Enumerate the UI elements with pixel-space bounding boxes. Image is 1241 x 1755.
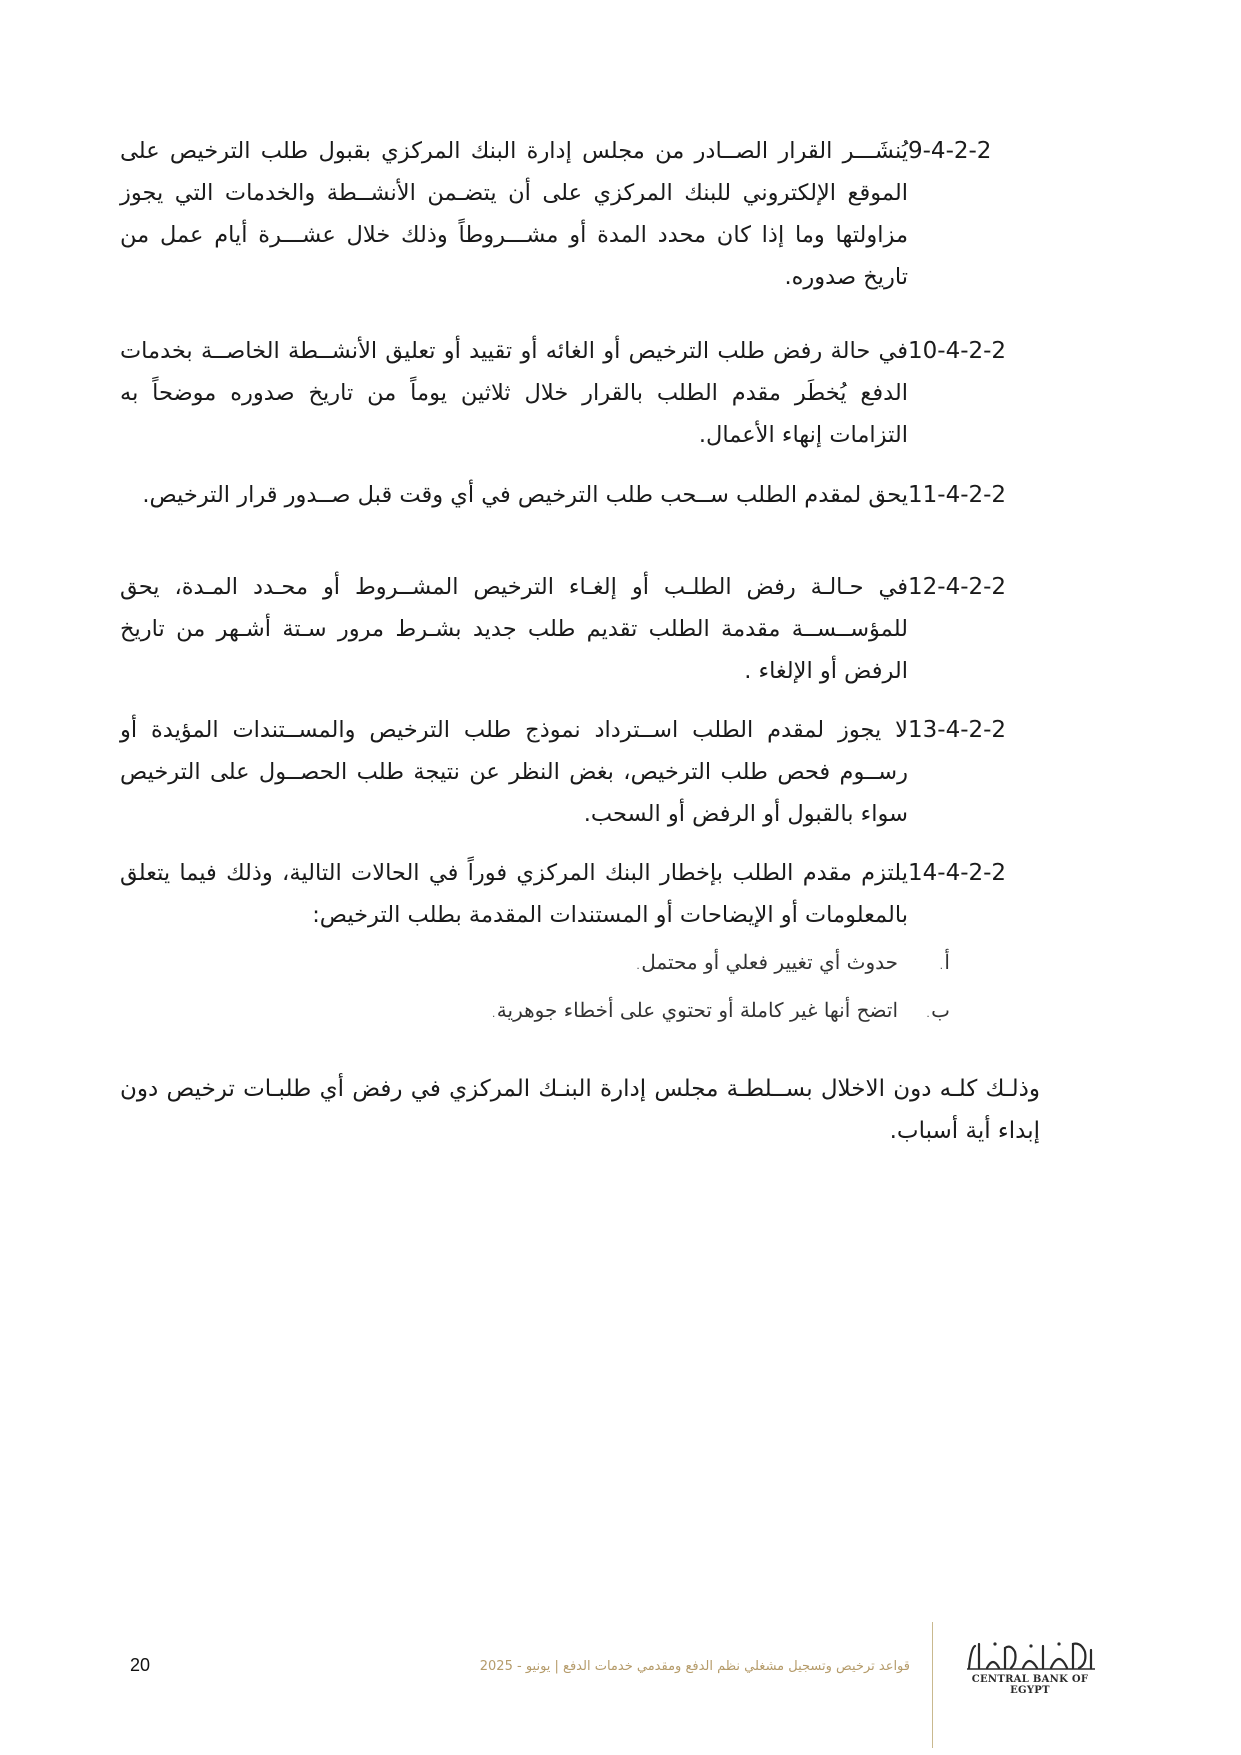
clause-13 (120, 709, 1014, 835)
clause-text: في حـالـة رفض الطلـب أو إلغـاء الترخيص المشــروط أو محـدد المـدة، يحق للمؤســســة مقدمة الطلب تقديم طلب جديد بشـرط مرور سـتة أشـهر من تاريخ الرفض أو الإلغاء . (120, 574, 908, 684)
clause-text: في حالة رفض طلب الترخيص أو الغائه أو تقييد أو تعليق الأنشــطة الخاصــة بخدمات الدفع يُخطَر مقدم الطلب بالقرار خلال ثلاثين يوماً من تاريخ صدوره موضحاً به التزامات إنهاء الأعمال. (120, 338, 908, 448)
footer-divider (932, 1622, 933, 1748)
sub-item-text: حدوث أي تغيير فعلي أو محتمل. (634, 950, 898, 974)
logo-english-text: CENTRAL BANK OF EGYPT (971, 1674, 1089, 1696)
clause-number: 12-4-2-2 (908, 574, 1007, 600)
clause-number: 14-4-2-2 (908, 860, 1007, 886)
sub-item-marker: ب. (924, 998, 950, 1022)
sub-item-text: اتضح أنها غير كاملة أو تحتوي على أخطاء جوهرية. (490, 998, 898, 1022)
closing-paragraph: وذلـك كلـه دون الاخلال بســلطـة مجلس إدارة البنـك المركزي في رفض أي طلبـات ترخيص دون إبداء أية أسباب. (120, 1076, 1040, 1144)
clause-text: يلتزم مقدم الطلب بإخطار البنك المركزي فوراً في الحالات التالية، وذلك فيما يتعلق بالمعلومات أو الإيضاحات أو المستندات المقدمة بطلب الترخيص: (120, 860, 908, 928)
clause-number: 11-4-2-2 (908, 482, 1007, 508)
clause-text: يُنشَـــر القرار الصــادر من مجلس إدارة البنك المركزي بقبول طلب الترخيص على الموقع الإلكتروني للبنك المركزي على أن يتضـمن الأنشــطة والخدمات التي يجوز مزاولتها وما إذا كان محدد المدة أو مشـــروطاً وذلك خلال عشـــرة أيام عمل من تاريخ صدوره. (120, 138, 908, 290)
clause-number: 13-4-2-2 (908, 717, 1007, 743)
sub-item-marker: أ. (938, 950, 950, 974)
clause-12 (120, 566, 1014, 692)
cbe-logo (955, 1638, 1105, 1698)
clause-11 (120, 474, 1014, 516)
clause-number: 10-4-2-2 (908, 338, 1007, 364)
sub-item-a (300, 945, 950, 979)
clause-number: 9-4-2-2 (908, 138, 992, 164)
footer-caption: قواعد ترخيص وتسجيل مشغلي نظم الدفع ومقدمي خدمات الدفع | يونيو - 2025 (479, 1659, 910, 1674)
clause-14 (120, 852, 1014, 936)
page-number: 20 (130, 1655, 151, 1675)
clause-text: لا يجوز لمقدم الطلب اســترداد نموذج طلب الترخيص والمســتندات المؤيدة أو رســوم فحص طلب الترخيص، بغض النظر عن نتيجة طلب الحصــول على الترخيص سواء بالقبول أو الرفض أو السحب. (120, 717, 908, 827)
sub-item-b (300, 993, 950, 1027)
cbe-calligraphy-logo-icon (955, 1638, 1105, 1672)
clause-10 (120, 330, 1014, 456)
clause-9 (120, 130, 1014, 298)
clause-text: يحق لمقدم الطلب ســحب طلب الترخيص في أي وقت قبل صــدور قرار الترخيص. (142, 482, 908, 508)
